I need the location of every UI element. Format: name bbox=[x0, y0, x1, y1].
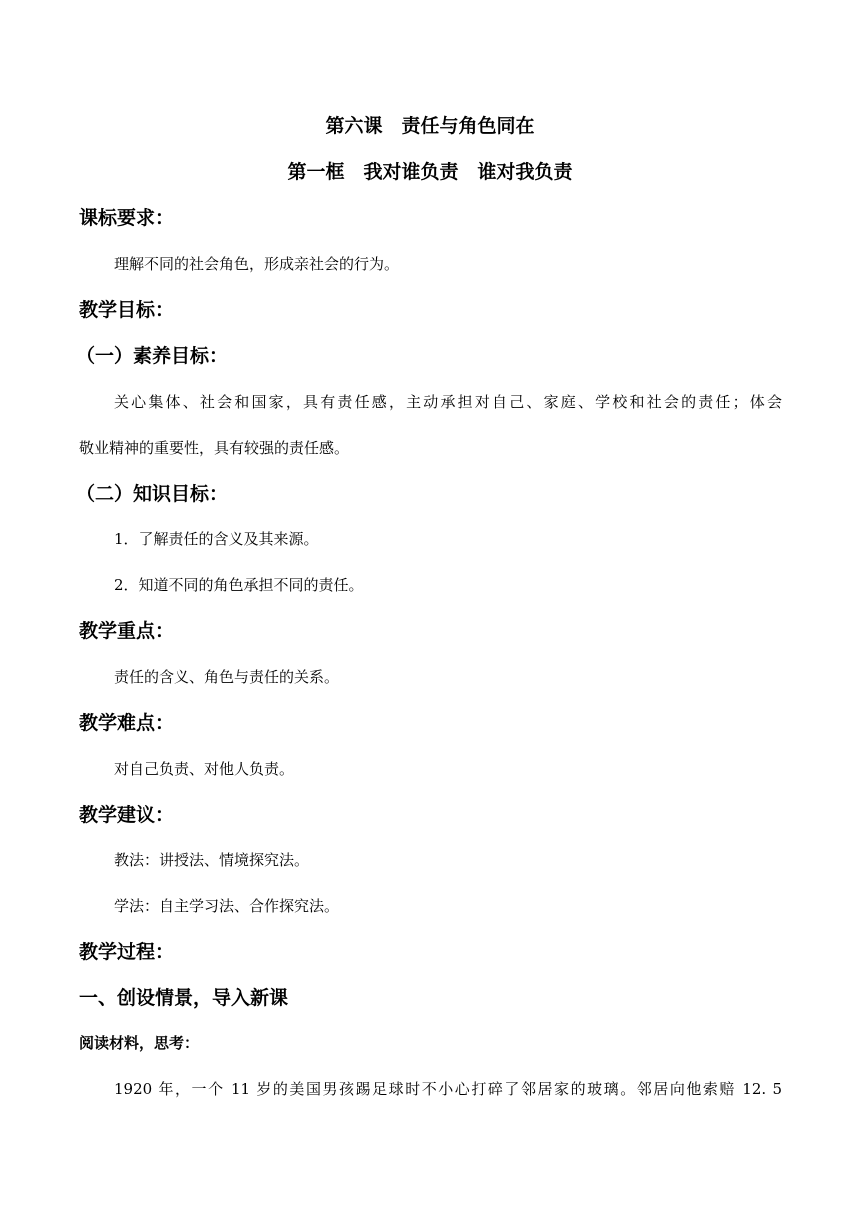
lesson-title: 第六课 责任与角色同在 bbox=[325, 115, 535, 137]
literacy-text-line-1: 关心集体、社会和国家，具有责任感，主动承担对自己、家庭、学校和社会的责任；体会 bbox=[114, 393, 782, 411]
reading-prompt: 阅读材料，思考： bbox=[79, 1034, 200, 1052]
literacy-text-line-2: 敬业精神的重要性，具有较强的责任感。 bbox=[79, 439, 350, 457]
key-points-heading: 教学重点： bbox=[79, 620, 175, 642]
suggestions-heading: 教学建议： bbox=[79, 804, 175, 826]
literacy-heading: （一）素养目标： bbox=[76, 345, 229, 367]
difficulties-text: 对自己负责、对他人负责。 bbox=[114, 760, 295, 778]
knowledge-item-2: 2．知道不同的角色承担不同的责任。 bbox=[114, 576, 364, 594]
step1-heading: 一、创设情景，导入新课 bbox=[79, 987, 289, 1009]
key-points-text: 责任的含义、角色与责任的关系。 bbox=[114, 668, 340, 686]
section-title: 第一框 我对谁负责 谁对我负责 bbox=[287, 161, 573, 183]
knowledge-item-1: 1．了解责任的含义及其来源。 bbox=[114, 530, 319, 548]
curriculum-heading: 课标要求： bbox=[79, 207, 175, 229]
teaching-method: 教法：讲授法、情境探究法。 bbox=[114, 851, 310, 869]
knowledge-heading: （二）知识目标： bbox=[76, 483, 229, 505]
story-text-line-1: 1920 年，一个 11 岁的美国男孩踢足球时不小心打碎了邻居家的玻璃。邻居向他索赔 12. 5 bbox=[114, 1080, 782, 1098]
learning-method: 学法：自主学习法、合作探究法。 bbox=[114, 897, 340, 915]
objectives-heading: 教学目标： bbox=[79, 299, 175, 321]
curriculum-text: 理解不同的社会角色，形成亲社会的行为。 bbox=[114, 255, 400, 273]
difficulties-heading: 教学难点： bbox=[79, 712, 175, 734]
process-heading: 教学过程： bbox=[79, 941, 175, 963]
